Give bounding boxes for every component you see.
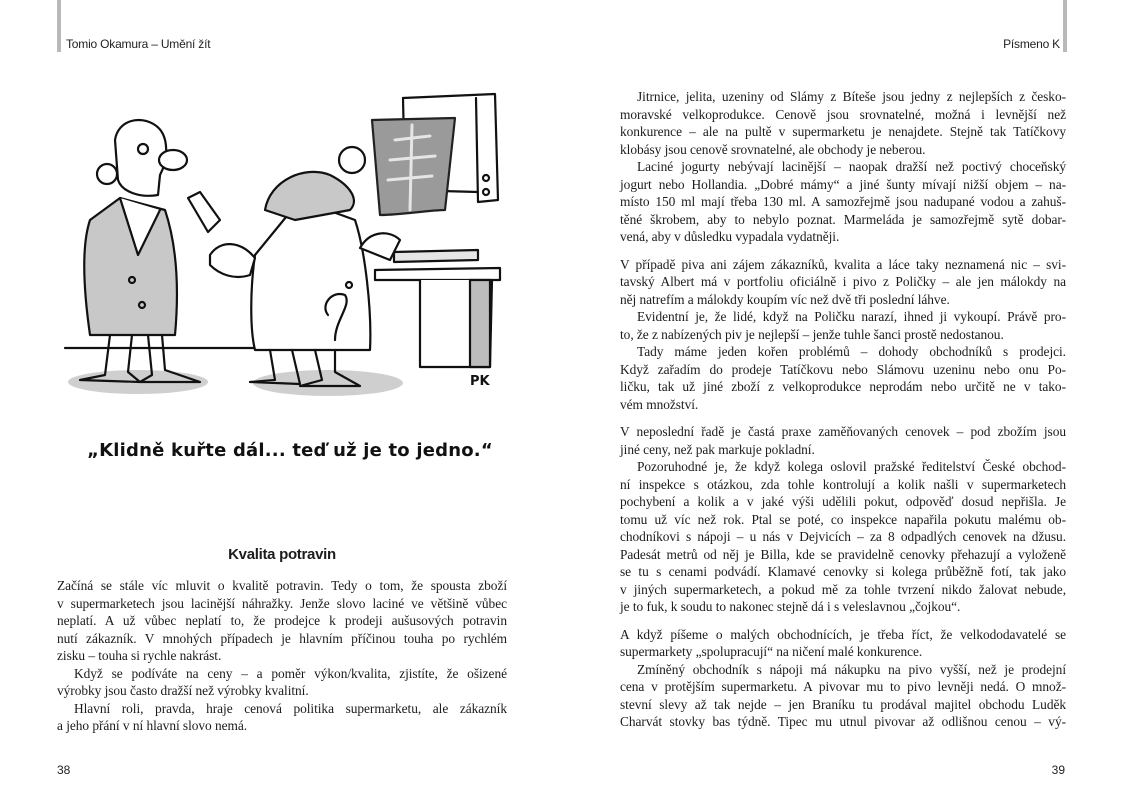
- text-line: A když píšeme o malých obchodnících, je třeba říct, že velkododavatelé se: [620, 626, 1066, 642]
- paragraph: [620, 423, 1066, 458]
- text-line: Tady máme jeden kořen problémů – dohody obchodníků s prodejci.: [637, 344, 1066, 359]
- paragraph: [620, 88, 1066, 158]
- text-line: a jeho přání v ní hlavní slovo nemá.: [57, 718, 248, 733]
- text-line: v jiných supermarketech, a pokud mě za tohle tvrzení nikdo žalovat nebude,: [620, 581, 1066, 597]
- left-edge-marker: [57, 0, 61, 52]
- paragraph: [620, 308, 1066, 343]
- text-line: pochybení a kolik a v jaké výši udělili pokut, odpověď dosud nepřišla. Je: [620, 494, 1066, 509]
- xray-film: [372, 118, 455, 215]
- text-line: stevní slevy až tak nejde – jen Braníku tu prodával majitel obchodu Luděk: [620, 696, 1066, 712]
- text-line: V neposlední řadě je častá praxe zaměňovaných cenovek – pod zbožím jsou: [620, 424, 1066, 439]
- text-line: cena v protějším supermarketu. A pivovar mu to pivo levněji nedá. O množ-: [620, 679, 1066, 694]
- paragraph: [620, 626, 1066, 661]
- paragraph: [57, 665, 507, 700]
- text-line: místo 150 ml mají třeba 130 ml. A samozřejmě jsou nadupané vodou a zahuš-: [620, 194, 1066, 209]
- text-line: Laciné jogurty nebývají lacinější – naopak dražší než poctivý choceňský: [637, 159, 1066, 174]
- text-line: klobásy jsou cenově srovnatelné, ale obchody je neberou.: [620, 141, 926, 157]
- text-line: se tu s cenami podvádí. Klamavé cenovky si kolega průběžně fotí, tak jako: [620, 564, 1066, 579]
- text-line: Evidentní je, že lidé, když na Poličku narazí, ihned ji vykoupí. Právě pro-: [637, 309, 1066, 324]
- text-line: moravské velkoprodukce. Cenově jsou srovnatelné, možná i levnější než: [620, 106, 1066, 122]
- right-page-body: [620, 88, 1066, 731]
- text-line: jogurt nebo Hollandia. „Dobré mámy“ a jiné šunty mívají nižší objem – na-: [620, 176, 1066, 192]
- desk: [375, 250, 500, 367]
- text-line: Padesát metrů od něj je Billa, kde se pravidelně cenovky přehazují a vyloženě: [620, 546, 1066, 562]
- text-line: nutí zákazník. V mnohých případech je hlavním příčinou touha po rychlém: [57, 630, 507, 646]
- text-line: výrobky jsou často dražší než výrobky kvalitní.: [57, 683, 309, 698]
- left-page-body: [57, 577, 507, 735]
- cartoon-caption: „Klidně kuřte dál... teď už je to jedno.“: [87, 440, 493, 461]
- page-number-left: 38: [57, 763, 71, 777]
- text-line: vená, aby v důsledku vypadala vydatněji.: [620, 229, 840, 244]
- paragraph: [620, 256, 1066, 309]
- paragraph: [620, 458, 1066, 616]
- text-line: těné škrobem, aby to nebylo poznat. Marmeláda je samozřejmě sytě dobar-: [620, 211, 1066, 227]
- text-line: neplatí. A už vůbec neplatí to, že prodejce k prodeji aušusových potravin: [57, 613, 507, 628]
- text-line: chodníkovi s nápoji – u nás v Dejvicích – za 8 odpadlých cenovek na džusu.: [620, 529, 1066, 544]
- doctor-figure: [188, 147, 400, 386]
- patient-figure: [80, 120, 200, 382]
- text-line: v supermarketech jsou lacinější náhražky. Jenže slovo laciné ve většině vůbec: [57, 595, 507, 611]
- artist-signature: PK: [470, 374, 490, 389]
- paragraph: [57, 577, 507, 665]
- text-line: zisku – touha si rychle nakrást.: [57, 648, 222, 663]
- text-line: Zmíněný obchodník s nápoji má nákupku na pivo vyšší, než je prodejní: [637, 661, 1066, 677]
- section-heading: Kvalita potravin: [228, 546, 336, 563]
- text-line: jiné ceny, než pak markuje pokladní.: [620, 441, 815, 457]
- text-line: V případě piva ani zájem zákazníků, kvalita a láce taky neznamená nic – svi-: [620, 256, 1066, 272]
- running-head-left: Tomio Okamura – Umění žít: [66, 37, 211, 51]
- paragraph: [57, 700, 507, 735]
- text-line: Pozoruhodné je, že když kolega oslovil pražské ředitelství České obchod-: [637, 459, 1066, 474]
- text-line: to, že z nabízených piv je nejlepší – jenže tuhle šanci prostě nedostanou.: [620, 326, 1004, 342]
- text-line: ličku, tak už jiné zboží z velkoprodukce neprodám nebo určitě ne v tako-: [620, 379, 1066, 394]
- text-line: tavský Albert má v portfoliu oficiálně i pivo z Poličky – ale jen málokdy na: [620, 274, 1066, 289]
- page-number-right: 39: [1051, 763, 1065, 777]
- text-line: Když zařadím do prodeje Tatíčkovu nebo Slámovu uzeninu nebo onu Po-: [620, 361, 1066, 377]
- running-head-right: Písmeno K: [1003, 37, 1060, 51]
- paragraph: [620, 158, 1066, 246]
- text-line: konkurence – ale na pultě v supermarketu je nenajdete. Stejně tak Tatíčkovy: [620, 124, 1066, 139]
- text-line: vém množství.: [620, 396, 699, 412]
- text-line: Charvát stovky bas týdně. Tipec mu utnul pivovar až odlišnou cenou – vý-: [620, 714, 1066, 729]
- paragraph: [620, 661, 1066, 731]
- text-line: Jitrnice, jelita, uzeniny od Slámy z Bíteše jsou jedny z nejlepších z česko-: [637, 89, 1066, 104]
- right-edge-marker: [1063, 0, 1067, 52]
- text-line: Hlavní roli, pravda, hraje cenová politika supermarketu, ale zákazník: [74, 700, 507, 716]
- text-line: ní inspekce s otázkou, zda tohle kontrolují a kolik našli v supermarketech: [620, 476, 1066, 492]
- text-line: Začíná se stále víc mluvit o kvalitě potravin. Tedy o tom, že spousta zboží: [57, 578, 507, 593]
- text-line: Když se podíváte na ceny – a poměr výkon/kvalita, zjistíte, že ošizené: [74, 665, 507, 681]
- text-line: je to fuk, k soudu to nakonec stejně dá i s veleslavnou „čojkou“.: [620, 599, 961, 614]
- cartoon-illustration: [60, 80, 520, 400]
- text-line: supermarkety „spolupracují“ na ničení malé konkurence.: [620, 644, 923, 659]
- paragraph: [620, 343, 1066, 413]
- text-line: tomu už víc než rok. Ptal se poté, co inspekce napařila pokutu malému ob-: [620, 511, 1066, 527]
- text-line: něj natrefím a málokdy koupím víc než dvě tři poslední láhve.: [620, 291, 950, 307]
